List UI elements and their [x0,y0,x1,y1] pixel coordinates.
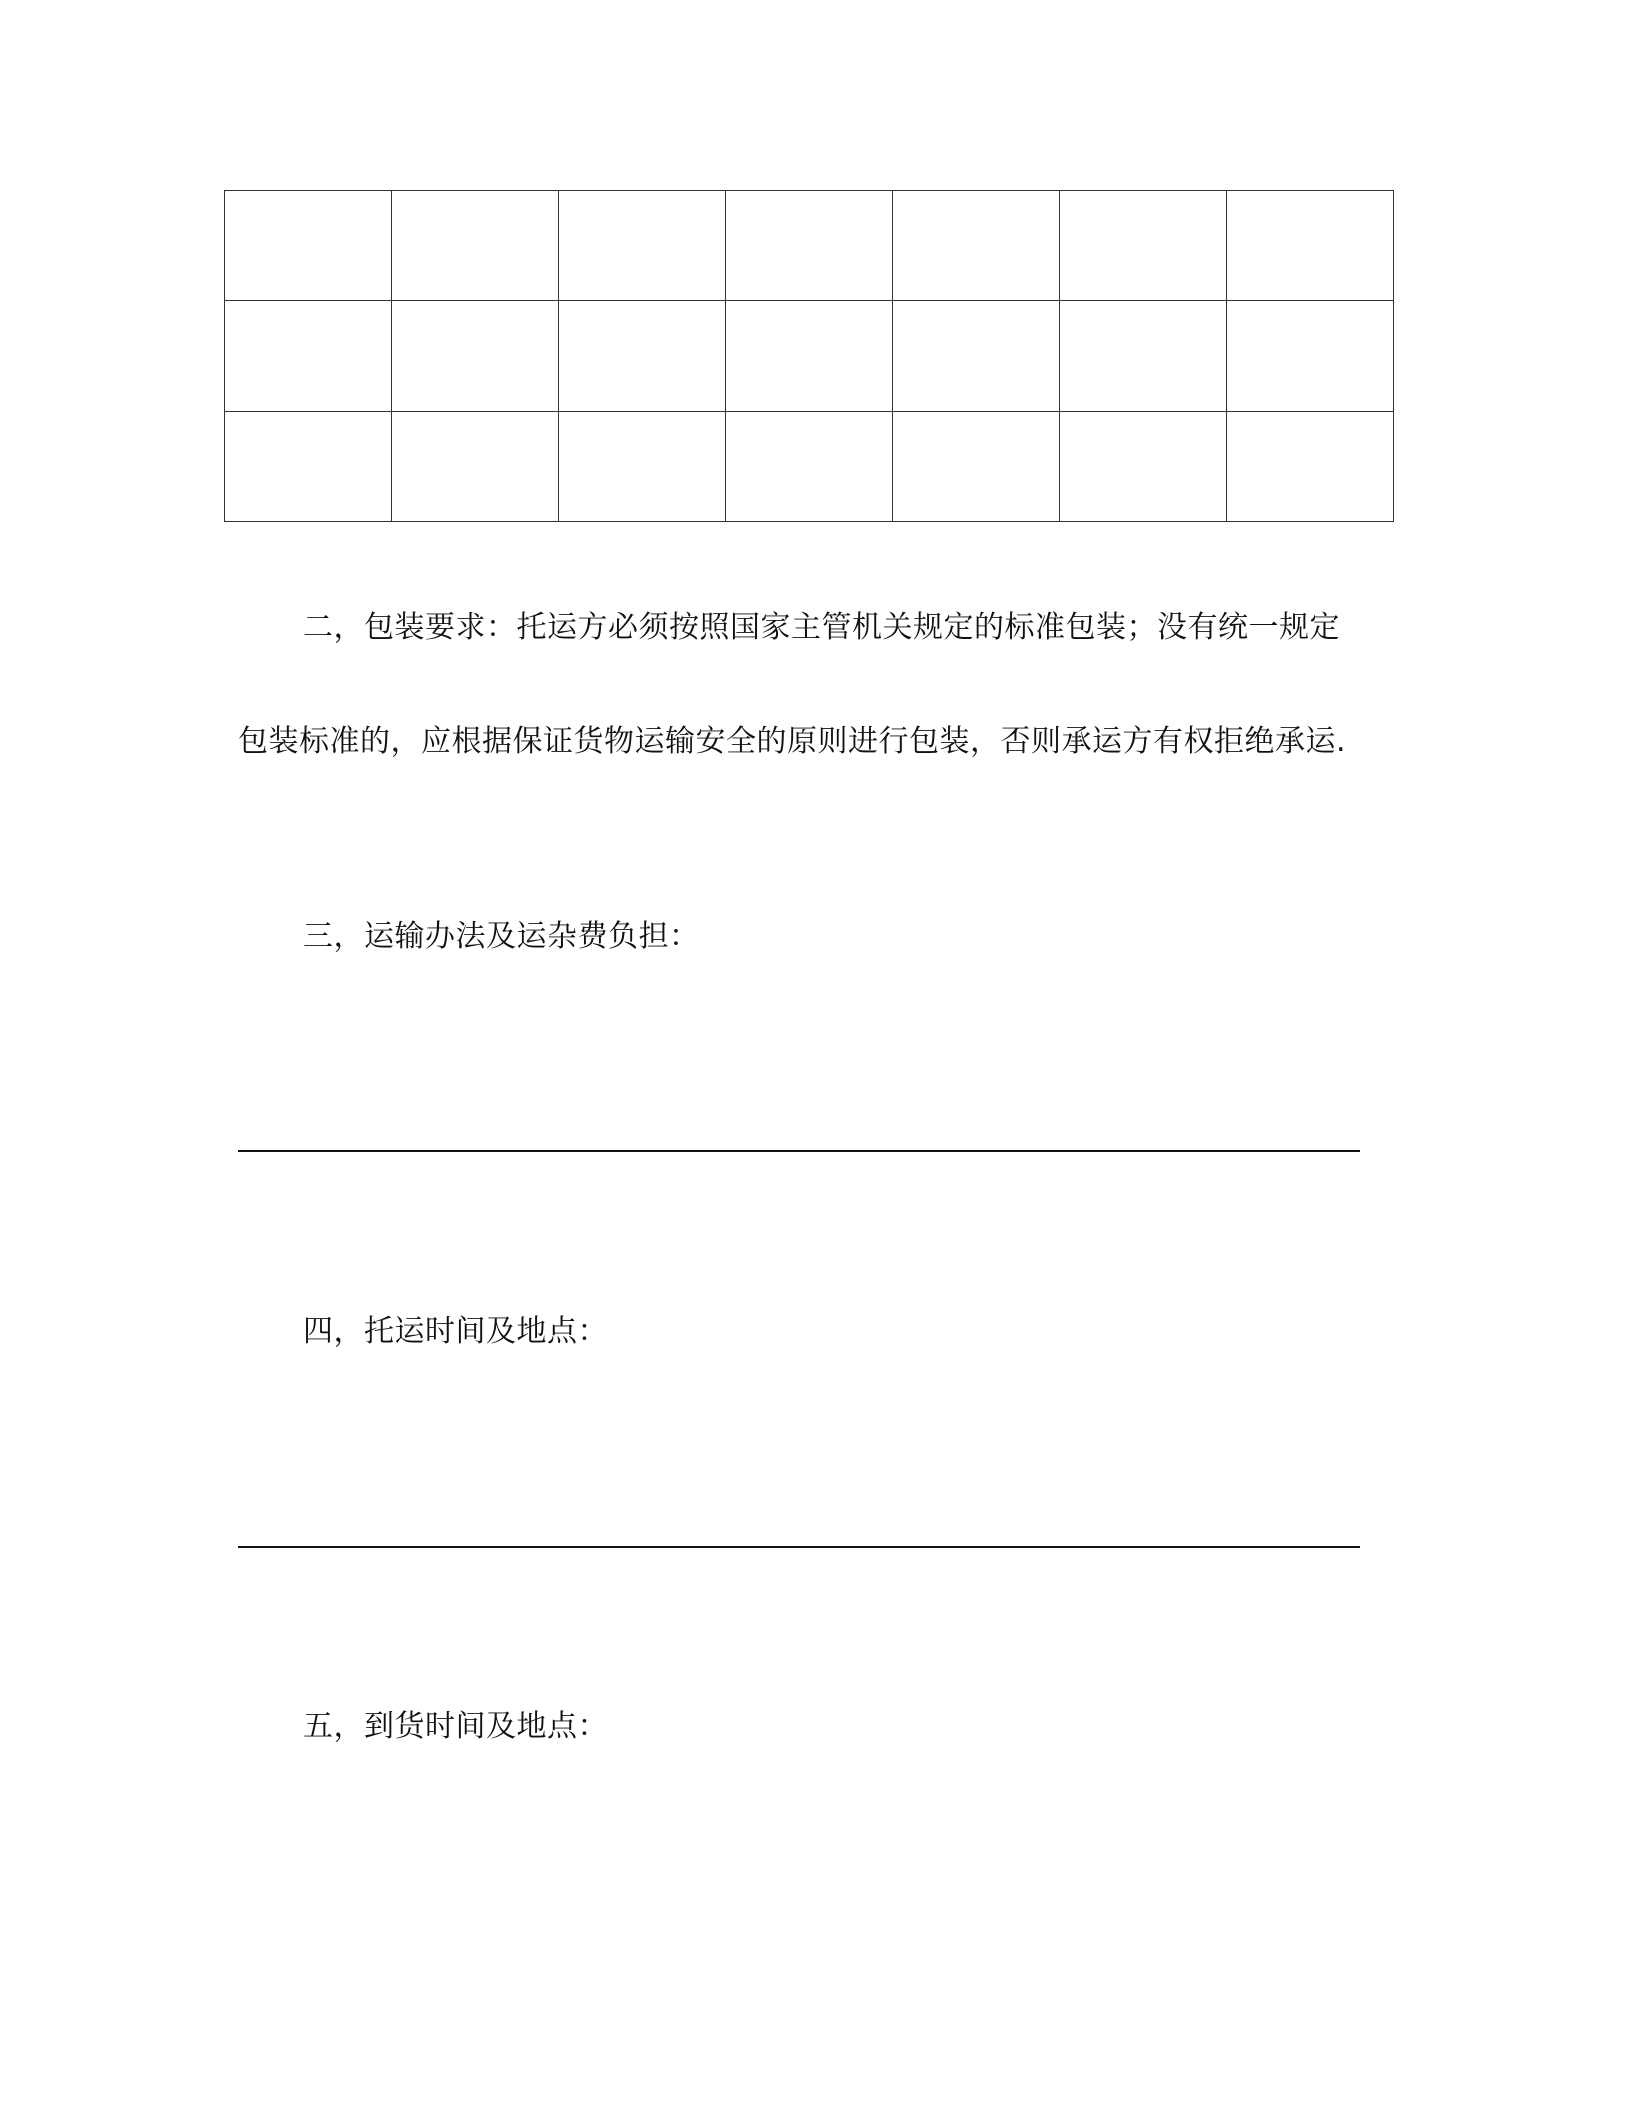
table-cell [1227,411,1394,521]
table-cell [1227,301,1394,411]
table-cell [1060,301,1227,411]
table-cell [726,301,893,411]
section-3-heading: 三，运输办法及运杂费负担： [303,919,700,954]
table-cell [893,301,1060,411]
table-cell [392,191,559,301]
table-cell [1227,191,1394,301]
section-4-fill-line [238,1546,1360,1548]
table-cell [559,411,726,521]
section-2-line-2: 包装标准的，应根据保证货物运输安全的原则进行包装，否则承运方有权拒绝承运. [238,724,1347,759]
section-4-heading: 四，托运时间及地点： [303,1314,608,1349]
table-cell [1060,411,1227,521]
table-cell [559,191,726,301]
table-row [225,411,1394,521]
table-cell [1060,191,1227,301]
section-2-line-1: 二，包装要求：托运方必须按照国家主管机关规定的标准包装；没有统一规定 [303,610,1340,645]
section-5-heading: 五，到货时间及地点： [303,1709,608,1744]
table-cell [225,191,392,301]
table-cell [893,191,1060,301]
table-cell [225,301,392,411]
table-row [225,191,1394,301]
table-cell [893,411,1060,521]
table-cell [225,411,392,521]
section-3-fill-line [238,1150,1360,1152]
table-cell [726,411,893,521]
blank-cargo-table [224,190,1394,522]
table-cell [559,301,726,411]
table-cell [392,301,559,411]
table-row [225,301,1394,411]
table-cell [392,411,559,521]
table-cell [726,191,893,301]
